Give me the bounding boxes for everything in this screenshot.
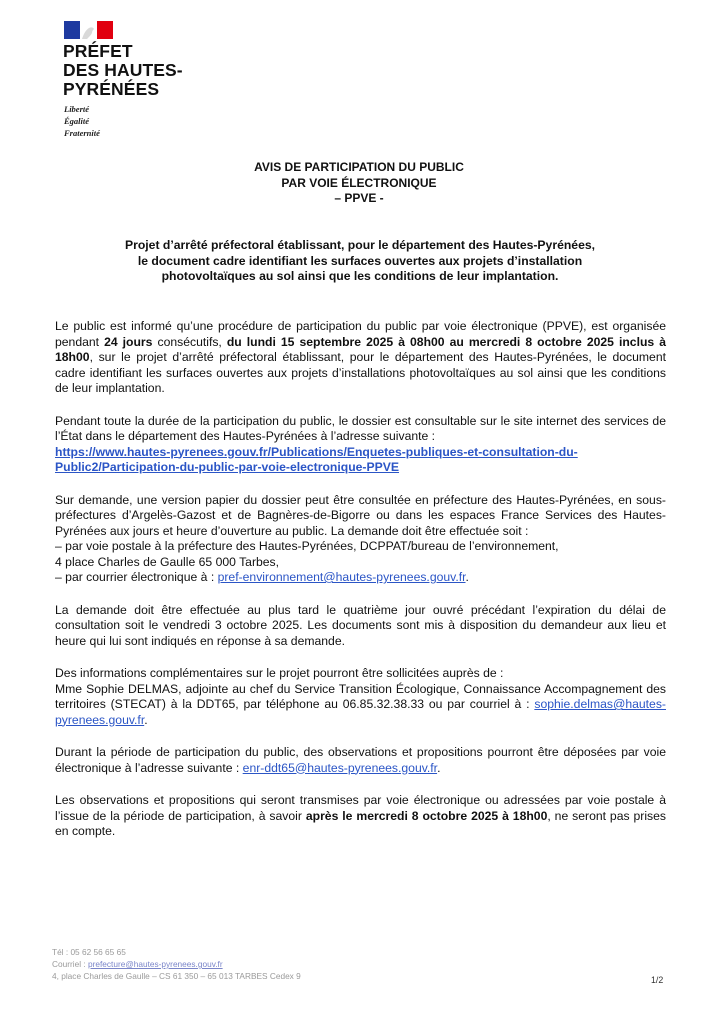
environment-email-link[interactable]: pref-environnement@hautes-pyrenees.gouv.fr xyxy=(217,570,466,584)
text: Mme Sophie DELMAS, adjointe au chef du Service Transition Écologique, Connaissance Accompagnement des territoires (STECAT) à la DDT65, par téléphone au 06.85.32.38.33 ou par courriel à : xyxy=(55,681,666,711)
footer-contact xyxy=(52,946,301,982)
motto-line: Fraternité xyxy=(64,128,100,138)
project-line-1: Projet d’arrêté préfectoral établissant, pour le département des Hautes-Pyrénées, xyxy=(124,238,596,252)
title-line-2: PAR VOIE ÉLECTRONIQUE xyxy=(281,175,437,190)
text: Des informations complémentaires sur le projet pourront être sollicitées auprès de : xyxy=(55,666,504,680)
text: consécutifs, xyxy=(152,334,227,349)
text: . xyxy=(437,760,441,775)
footer-email-line xyxy=(52,958,301,970)
dates-bold: du lundi 15 septembre 2025 à 08h00 au mercredi 8 octobre 2025 inclus à 18h00 xyxy=(55,334,666,364)
prefecture-line: DES HAUTES- xyxy=(63,60,183,80)
dossier-link[interactable] xyxy=(55,445,666,476)
text: Sur demande, une version papier du dossier peut être consultée en préfecture des Hautes-Pyrénées, en sous-préfectures d’Argelès-Gazost et de Bagnères-de-Bigorre ou dans les espaces France Services des Hautes-Pyrénées aux jours et heure d’ouverture au public. La demande doit être effectuée soit : xyxy=(55,492,666,538)
list-item-postal: – par voie postale à la préfecture des Hautes-Pyrénées, DCPPAT/bureau de l’environnement, xyxy=(55,539,559,553)
project-line-2: le document cadre identifiant les surfaces ouvertes aux projets d’installation xyxy=(137,253,583,268)
paragraph-contact xyxy=(55,666,666,728)
footer-address: 4, place Charles de Gaulle – CS 61 350 – 65 013 TARBES Cedex 9 xyxy=(52,971,301,981)
republic-motto xyxy=(64,103,100,139)
text: Les observations et propositions qui seront transmises par voie électronique ou adressées par voie postale à l’issue de la période de participation, à savoir xyxy=(55,793,666,823)
text: , sur le projet d’arrêté préfectoral établissant, pour le département des Hautes-Pyrénées, le document cadre identifiant les surfaces ouvertes aux projets d’installations photovoltaïques au sol ainsi que les conditions de leur implantation. xyxy=(55,350,666,395)
paragraph-consultation xyxy=(55,414,666,476)
title-line-1: AVIS DE PARTICIPATION DU PUBLIC xyxy=(254,160,464,174)
link-line-2: Public2/Participation-du-public-par-voie-electronique-PPVE xyxy=(55,460,400,474)
text: , ne seront pas prises en compte. xyxy=(55,808,666,838)
text: Le public est informé qu’une procédure de participation du public par voie électronique (PPVE), est organisée pendant xyxy=(55,319,666,349)
footer-phone: Tél : 05 62 56 65 65 xyxy=(52,947,126,957)
text: . xyxy=(144,712,148,727)
page-number: 1/2 xyxy=(651,975,664,985)
text: Pendant toute la durée de la participation du public, le dossier est consultable sur le site internet des services de l’État dans le département des Hautes-Pyrénées à l’adresse suivante : xyxy=(55,413,666,443)
deadline-bold: après le mercredi 8 octobre 2025 à 18h00 xyxy=(305,808,548,823)
footer-email-label: Courriel : xyxy=(52,959,88,969)
motto-line: Liberté xyxy=(64,104,90,114)
text: . xyxy=(465,570,469,584)
paragraph-deadline xyxy=(55,603,666,650)
postal-address: 4 place Charles de Gaulle 65 000 Tarbes, xyxy=(55,554,280,569)
title-line-3: – PPVE - xyxy=(334,191,384,205)
prefecture-line: PRÉFET xyxy=(63,41,133,61)
prefecture-name xyxy=(63,42,183,99)
observations-email-link[interactable]: enr-ddt65@hautes-pyrenees.gouv.fr xyxy=(242,760,438,775)
project-heading xyxy=(80,238,640,285)
footer-email-link[interactable]: prefecture@hautes-pyrenees.gouv.fr xyxy=(87,959,223,969)
contact-email-link[interactable]: sophie.delmas@hautes-pyrenees.gouv.fr xyxy=(55,697,666,727)
marianne-flag-logo xyxy=(64,21,113,39)
paragraph-late-submissions xyxy=(55,793,666,840)
prefecture-line: PYRÉNÉES xyxy=(63,79,160,99)
project-line-3: photovoltaïques au sol ainsi que les conditions de leur implantation. xyxy=(161,269,559,283)
text: Durant la période de participation du public, des observations et propositions pourront être déposées par voie électronique à l’adresse suivante : xyxy=(55,745,666,775)
link-line-1: https://www.hautes-pyrenees.gouv.fr/Publications/Enquetes-publiques-et-consultation-du- xyxy=(55,444,578,459)
motto-line: Égalité xyxy=(64,116,90,126)
paragraph-procedure xyxy=(55,319,666,397)
list-item-email: – par courrier électronique à : xyxy=(55,570,218,584)
paragraph-paper-version xyxy=(55,493,666,586)
duration-bold: 24 jours xyxy=(104,334,153,349)
text: La demande doit être effectuée au plus tard le quatrième jour ouvré précédant l’expiration du délai de consultation soit le vendredi 3 octobre 2025. Les documents sont mis à disposition du demandeur aux lieu et heure qui lui sont indiqués en réponse à sa demande. xyxy=(55,602,666,648)
paragraph-observations xyxy=(55,745,666,776)
notice-body xyxy=(55,319,666,857)
notice-title xyxy=(0,160,718,207)
